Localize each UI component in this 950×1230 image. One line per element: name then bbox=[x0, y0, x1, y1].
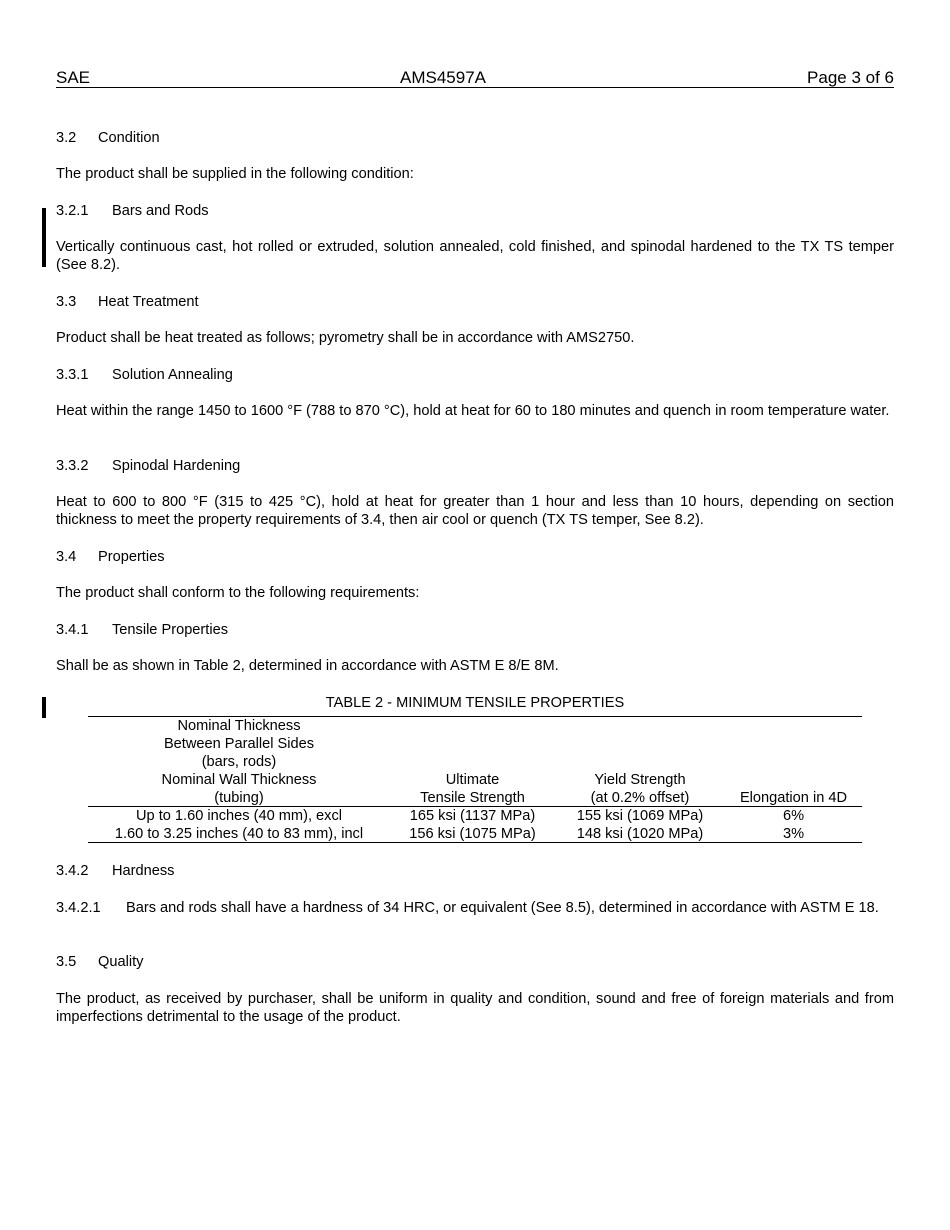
section-title: Condition bbox=[98, 130, 160, 146]
cell-thickness: 1.60 to 3.25 inches (40 to 83 mm), incl bbox=[114, 826, 364, 842]
table-title: TABLE 2 - MINIMUM TENSILE PROPERTIES bbox=[325, 695, 625, 711]
section-number: 3.4 bbox=[56, 549, 77, 565]
header-line: Elongation in 4D bbox=[739, 790, 848, 806]
table-bottom-rule bbox=[88, 842, 862, 843]
section-title: Hardness bbox=[112, 863, 175, 879]
section-3-5-body: The product, as received by purchaser, shall be uniform in quality and condition, sound and free of foreign materials and from imperfections detrimental to the usage of the product. bbox=[56, 991, 894, 1025]
section-3-3-body: Product shall be heat treated as follows; pyrometry shall be in accordance with AMS2750. bbox=[56, 330, 635, 346]
section-title: Properties bbox=[98, 549, 165, 565]
cell-uts: 156 ksi (1075 MPa) bbox=[409, 826, 536, 842]
section-title: Bars and Rods bbox=[112, 203, 209, 219]
revision-bar bbox=[42, 208, 46, 267]
section-number: 3.3.2 bbox=[56, 458, 89, 474]
section-title: Heat Treatment bbox=[98, 294, 199, 310]
section-3-4-1-heading bbox=[56, 621, 228, 639]
header-doc-number: AMS4597A bbox=[400, 68, 486, 87]
section-3-2-1-heading bbox=[56, 202, 209, 220]
section-3-3-1-body: Heat within the range 1450 to 1600 °F (788 to 870 °C), hold at heat for 60 to 180 minutes and quench in room temperature water. bbox=[56, 403, 890, 419]
section-title: Solution Annealing bbox=[112, 367, 233, 383]
header-line: Tensile Strength bbox=[420, 790, 525, 806]
section-title: Quality bbox=[98, 954, 144, 970]
section-number: 3.3.1 bbox=[56, 367, 89, 383]
cell-thickness: Up to 1.60 inches (40 mm), excl bbox=[135, 808, 342, 824]
section-3-4-2-1-number: 3.4.2.1 bbox=[56, 900, 101, 916]
section-3-2-1-body: Vertically continuous cast, hot rolled or extruded, solution annealed, cold finished, and spinodal hardened to the TX TS temper (See 8.2). bbox=[56, 239, 894, 273]
section-number: 3.4.2 bbox=[56, 863, 89, 879]
section-3-3-2-heading bbox=[56, 457, 240, 475]
header-org: SAE bbox=[56, 68, 91, 87]
header-page-number: Page 3 of 6 bbox=[807, 68, 894, 87]
header-col-elongation bbox=[725, 789, 862, 807]
section-3-4-body: The product shall conform to the following requirements: bbox=[56, 585, 420, 601]
section-number: 3.5 bbox=[56, 954, 77, 970]
header-line: Nominal Wall Thickness bbox=[161, 772, 317, 788]
section-number: 3.2.1 bbox=[56, 203, 89, 219]
section-3-2-heading bbox=[56, 129, 160, 147]
section-3-2-body: The product shall be supplied in the following condition: bbox=[56, 166, 414, 182]
cell-yield: 155 ksi (1069 MPa) bbox=[576, 808, 704, 824]
header-line: (at 0.2% offset) bbox=[590, 790, 690, 806]
header-line: Between Parallel Sides bbox=[163, 736, 315, 752]
cell-yield: 148 ksi (1020 MPa) bbox=[576, 826, 704, 842]
section-number: 3.2 bbox=[56, 130, 77, 146]
section-3-3-2-body: Heat to 600 to 800 °F (315 to 425 °C), hold at heat for greater than 1 hour and less than 10 hours, depending on section thickness to meet the property requirements of 3.4, then air cool or quench (TX TS temper, See 8.2). bbox=[56, 494, 894, 528]
cell-elongation: 3% bbox=[782, 826, 805, 842]
header-col-thickness bbox=[88, 717, 390, 807]
section-number: 3.3 bbox=[56, 294, 77, 310]
section-3-3-heading bbox=[56, 293, 199, 311]
header-line: Ultimate bbox=[445, 772, 500, 788]
section-3-4-2-1-body: Bars and rods shall have a hardness of 34 HRC, or equivalent (See 8.5), determined in accordance with ASTM E 18. bbox=[126, 900, 879, 916]
cell-elongation: 6% bbox=[782, 808, 805, 824]
section-3-4-1-body: Shall be as shown in Table 2, determined in accordance with ASTM E 8/E 8M. bbox=[56, 658, 559, 674]
header-line: (bars, rods) bbox=[201, 754, 277, 770]
cell-uts: 165 ksi (1137 MPa) bbox=[409, 808, 536, 824]
section-3-4-heading bbox=[56, 548, 165, 566]
section-title: Tensile Properties bbox=[112, 622, 228, 638]
header-line: (tubing) bbox=[214, 790, 264, 806]
section-title: Spinodal Hardening bbox=[112, 458, 241, 474]
section-3-3-1-heading bbox=[56, 366, 233, 384]
header-rule bbox=[56, 87, 894, 88]
header-col-yield bbox=[555, 771, 725, 807]
header-col-uts bbox=[390, 771, 555, 807]
section-number: 3.4.1 bbox=[56, 622, 89, 638]
header-line: Nominal Thickness bbox=[177, 718, 301, 734]
section-3-5-heading bbox=[56, 953, 143, 971]
section-3-4-2-heading bbox=[56, 862, 174, 880]
header-line: Yield Strength bbox=[594, 772, 686, 788]
